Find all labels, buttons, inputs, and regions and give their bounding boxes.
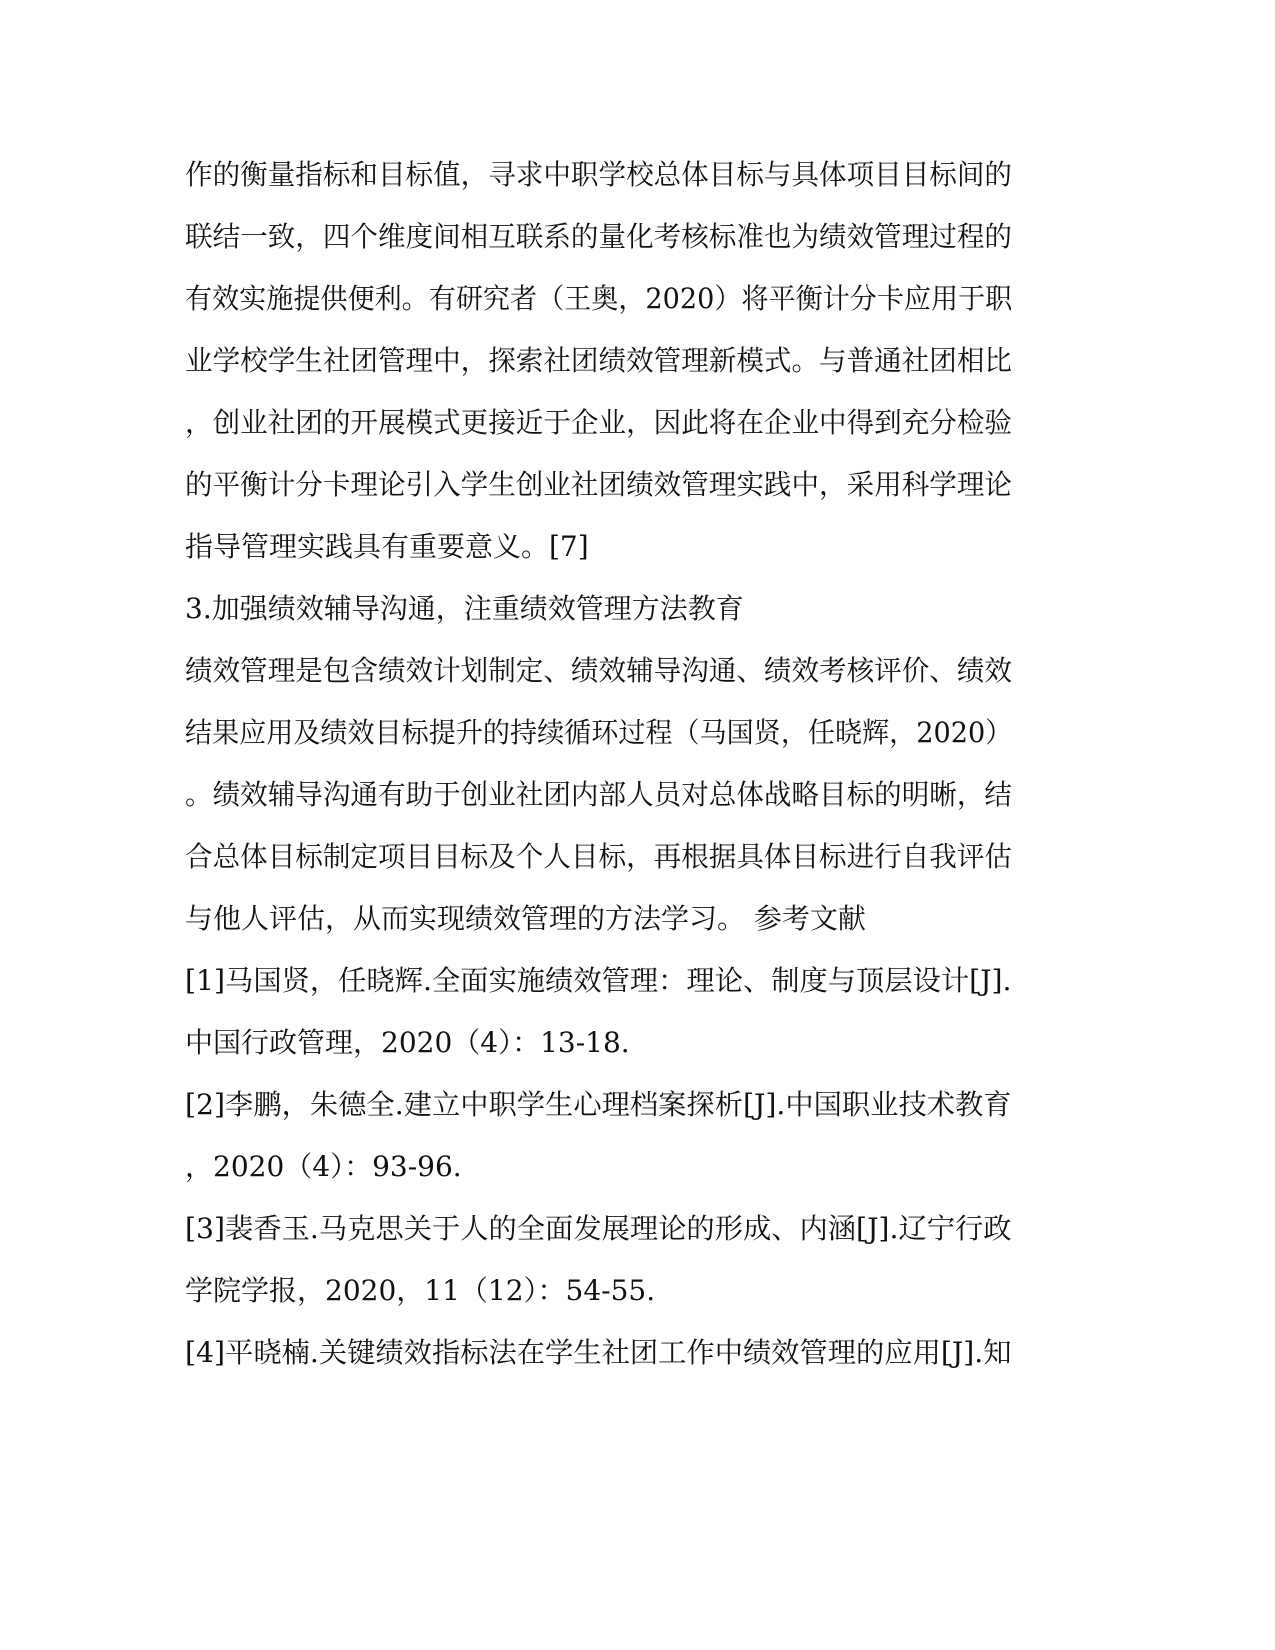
body-text-line: 作的衡量指标和目标值，寻求中职学校总体目标与具体项目目标间的: [185, 158, 1013, 191]
section-heading: 3.加强绩效辅导沟通，注重绩效管理方法教育: [185, 592, 744, 625]
body-text-line: 业学校学生社团管理中，探索社团绩效管理新模式。与普通社团相比: [185, 344, 1013, 377]
body-text-line: ，创业社团的开展模式更接近于企业，因此将在企业中得到充分检验: [185, 406, 1013, 439]
reference-line: [2]李鹏，朱德全.建立中职学生心理档案探析[J].中国职业技术教育: [185, 1088, 1012, 1121]
body-text-line: 指导管理实践具有重要意义。[7]: [185, 530, 589, 563]
body-text-line: 有效实施提供便利。有研究者（王奥，2020）将平衡计分卡应用于职: [185, 282, 1013, 315]
body-text-line: 联结一致，四个维度间相互联系的量化考核标准也为绩效管理过程的: [185, 220, 1013, 253]
body-text-line: 与他人评估，从而实现绩效管理的方法学习。 参考文献: [185, 902, 866, 935]
reference-line: 中国行政管理，2020（4）：13-18.: [185, 1026, 630, 1059]
body-text-line: 合总体目标制定项目目标及个人目标，再根据具体目标进行自我评估: [185, 840, 1013, 873]
body-text-line: 。绩效辅导沟通有助于创业社团内部人员对总体战略目标的明晰，结: [185, 778, 1013, 811]
reference-line: ，2020（4）：93-96.: [185, 1150, 462, 1183]
body-text-line: 绩效管理是包含绩效计划制定、绩效辅导沟通、绩效考核评价、绩效: [185, 654, 1013, 687]
reference-line: [3]裴香玉.马克思关于人的全面发展理论的形成、内涵[J].辽宁行政: [185, 1212, 1012, 1245]
reference-line: [4]平晓楠.关键绩效指标法在学生社团工作中绩效管理的应用[J].知: [185, 1336, 1012, 1369]
body-text-line: 结果应用及绩效目标提升的持续循环过程（马国贤，任晓辉，2020）: [185, 716, 1013, 749]
reference-line: 学院学报，2020，11（12）：54-55.: [185, 1274, 656, 1307]
reference-line: [1]马国贤，任晓辉.全面实施绩效管理：理论、制度与顶层设计[J].: [185, 964, 1012, 997]
body-text-line: 的平衡计分卡理论引入学生创业社团绩效管理实践中，采用科学理论: [185, 468, 1013, 501]
